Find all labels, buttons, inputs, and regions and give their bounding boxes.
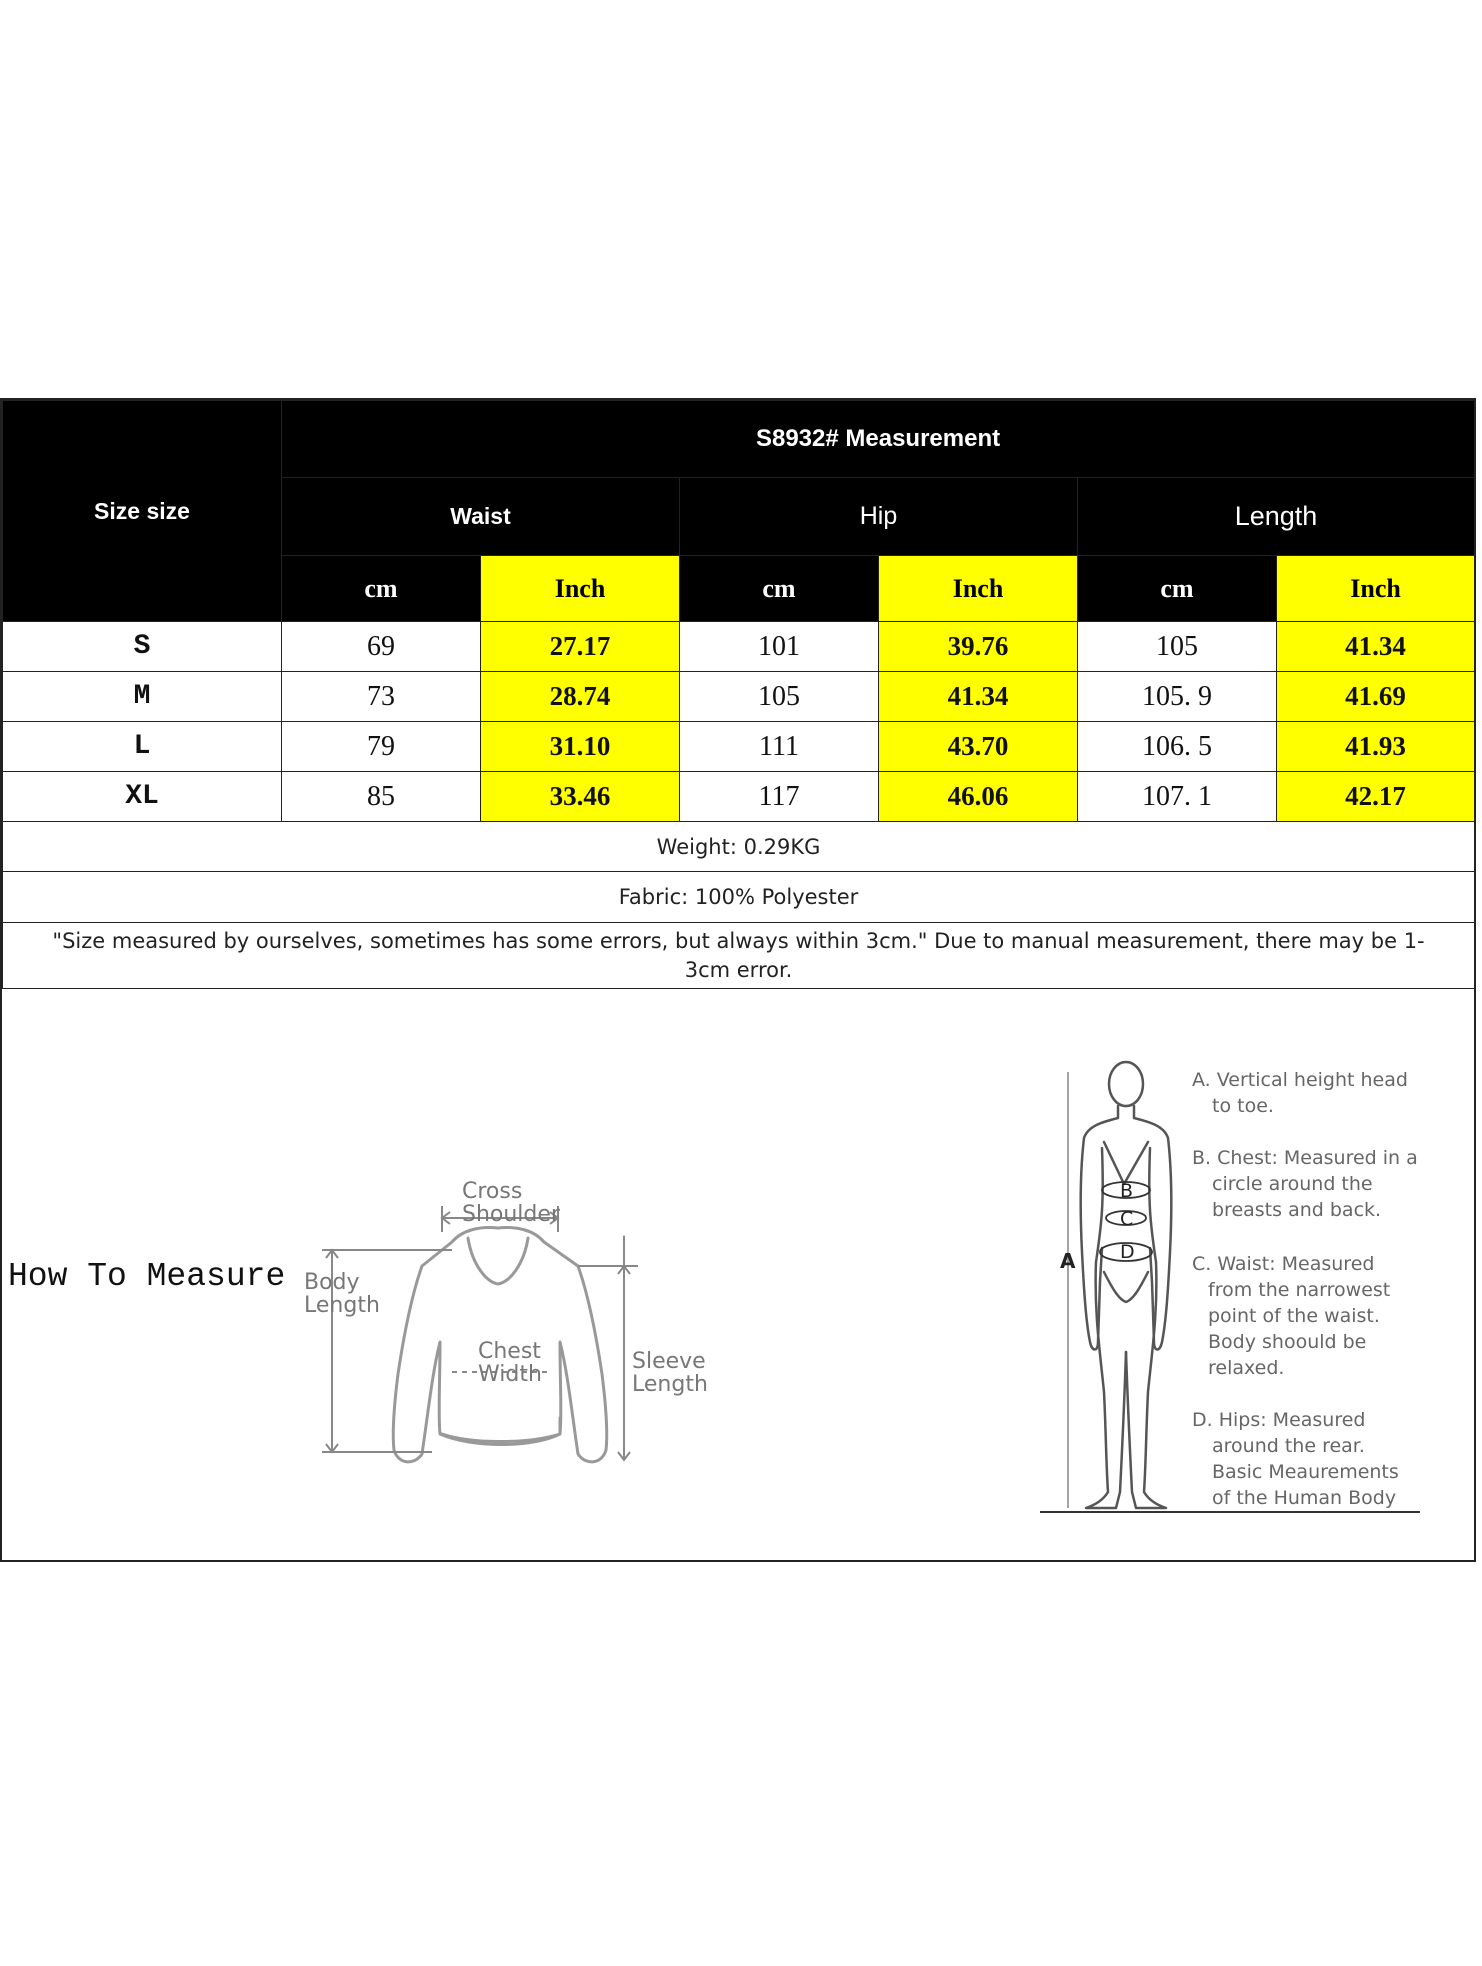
unit-cm: cm bbox=[680, 556, 879, 622]
waist-cm-cell: 69 bbox=[282, 622, 481, 672]
garment-label: Sleeve bbox=[632, 1349, 706, 1374]
length-cm-cell: 106. 5 bbox=[1078, 722, 1277, 772]
legend-line: D. Hips: Measured bbox=[1192, 1409, 1366, 1431]
garment-measure-diagram bbox=[302, 1114, 722, 1474]
measure-guides bbox=[322, 1206, 638, 1460]
legend-line: around the rear. bbox=[1212, 1435, 1365, 1457]
waist-cm-cell: 85 bbox=[282, 772, 481, 822]
garment-label: Length bbox=[304, 1293, 380, 1318]
fabric-info: Fabric: 100% Polyester bbox=[3, 872, 1475, 923]
marker-b: B bbox=[1120, 1180, 1134, 1202]
length-cm-cell: 107. 1 bbox=[1078, 772, 1277, 822]
marker-c: C bbox=[1120, 1208, 1134, 1230]
length-cm-cell: 105. 9 bbox=[1078, 672, 1277, 722]
size-cell: XL bbox=[3, 772, 282, 822]
legend-line: from the narrowest bbox=[1208, 1279, 1391, 1301]
human-body-icon bbox=[1081, 1062, 1172, 1508]
waist-inch-cell: 33.46 bbox=[481, 772, 680, 822]
group-waist: Waist bbox=[282, 478, 680, 556]
marker-a: A bbox=[1060, 1249, 1076, 1273]
legend-line: Body shoould be bbox=[1208, 1331, 1367, 1353]
legend-line: breasts and back. bbox=[1212, 1199, 1382, 1221]
how-to-measure-title: How To Measure bbox=[8, 1258, 286, 1295]
length-inch-cell: 41.93 bbox=[1277, 722, 1475, 772]
size-table bbox=[2, 400, 1475, 989]
unit-inch: Inch bbox=[1277, 556, 1475, 622]
unit-cm: cm bbox=[282, 556, 481, 622]
garment-label: Shoulder bbox=[462, 1202, 560, 1227]
size-header: Size size bbox=[3, 401, 282, 622]
length-inch-cell: 42.17 bbox=[1277, 772, 1475, 822]
legend-line: A. Vertical height head bbox=[1192, 1069, 1408, 1091]
legend-line: relaxed. bbox=[1208, 1357, 1285, 1379]
hip-inch-cell: 46.06 bbox=[879, 772, 1078, 822]
length-cm-cell: 105 bbox=[1078, 622, 1277, 672]
length-inch-cell: 41.69 bbox=[1277, 672, 1475, 722]
unit-cm: cm bbox=[1078, 556, 1277, 622]
table-row bbox=[3, 722, 1475, 772]
size-cell: S bbox=[3, 622, 282, 672]
body-measure-diagram bbox=[1032, 1052, 1452, 1522]
table-row bbox=[3, 772, 1475, 822]
weight-info: Weight: 0.29KG bbox=[3, 822, 1475, 872]
waist-cm-cell: 79 bbox=[282, 722, 481, 772]
table-row bbox=[3, 622, 1475, 672]
marker-d: D bbox=[1120, 1241, 1135, 1263]
legend-line: B. Chest: Measured in a bbox=[1192, 1147, 1418, 1169]
hip-cm-cell: 101 bbox=[680, 622, 879, 672]
hip-cm-cell: 117 bbox=[680, 772, 879, 822]
legend-line: C. Waist: Measured bbox=[1192, 1253, 1375, 1275]
size-cell: L bbox=[3, 722, 282, 772]
garment-label: Chest bbox=[478, 1339, 541, 1364]
measurement-note: "Size measured by ourselves, sometimes has some errors, but always within 3cm." Due to manual measurement, there may be 1-3cm error. bbox=[3, 923, 1475, 989]
hip-cm-cell: 105 bbox=[680, 672, 879, 722]
legend-line: point of the waist. bbox=[1208, 1305, 1380, 1327]
group-length: Length bbox=[1078, 478, 1475, 556]
legend-line: circle around the bbox=[1212, 1173, 1373, 1195]
table-row bbox=[3, 672, 1475, 722]
table-title: S8932# Measurement bbox=[282, 401, 1475, 478]
garment-label: Cross bbox=[462, 1179, 523, 1204]
hip-inch-cell: 41.34 bbox=[879, 672, 1078, 722]
hip-cm-cell: 111 bbox=[680, 722, 879, 772]
legend-line: Basic Meaurements bbox=[1212, 1461, 1399, 1483]
hip-inch-cell: 43.70 bbox=[879, 722, 1078, 772]
legend-line: of the Human Body bbox=[1212, 1487, 1397, 1509]
garment-label: Body bbox=[304, 1270, 360, 1295]
length-inch-cell: 41.34 bbox=[1277, 622, 1475, 672]
waist-cm-cell: 73 bbox=[282, 672, 481, 722]
size-chart bbox=[0, 398, 1476, 1562]
garment-label: Length bbox=[632, 1372, 708, 1397]
legend-line: to toe. bbox=[1212, 1095, 1274, 1117]
garment-label: Width bbox=[478, 1362, 542, 1387]
size-cell: M bbox=[3, 672, 282, 722]
waist-inch-cell: 31.10 bbox=[481, 722, 680, 772]
unit-inch: Inch bbox=[481, 556, 680, 622]
group-hip: Hip bbox=[680, 478, 1078, 556]
unit-inch: Inch bbox=[879, 556, 1078, 622]
waist-inch-cell: 27.17 bbox=[481, 622, 680, 672]
waist-inch-cell: 28.74 bbox=[481, 672, 680, 722]
hip-inch-cell: 39.76 bbox=[879, 622, 1078, 672]
